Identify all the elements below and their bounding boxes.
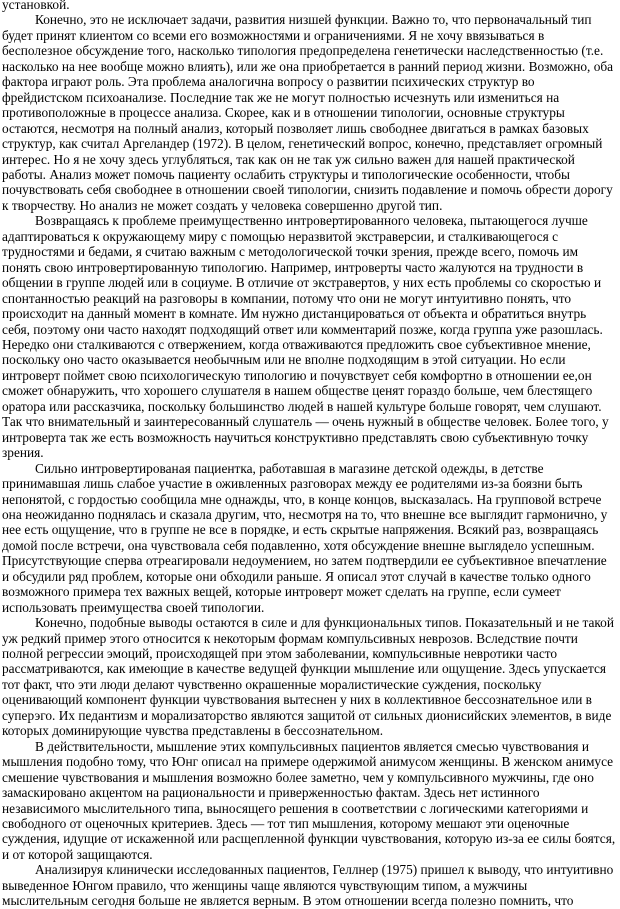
paragraph-2: Конечно, это не исключает задачи, развития низшей функции. Важно то, что первоначальный тип будет принят клиентом со всеми его возможностями и ограничениями. Я не хочу ввязываться в бесполезное обсуждение того, насколько типология предопределена генетически наследственностью (т.е. насколько на нее вообще можно влиять), или же она приобретается в ранний период жизни. Возможно, оба фактора играют роль. Эта проблема аналогична вопросу о развитии психических структур во фрейдистском психоанализе. Последние так же не могут полностью исчезнуть или измениться на противоположные в процессе анализа. Скорее, как и в отношении типологии, основные структуры остаются, несмотря на полный анализ, который позволяет лишь свободнее двигаться в рамках базовых структур, как считал Аргеландер (1972). В целом, генетический вопрос, конечно, представляет огромный интерес. Но я не хочу здесь углубляться, так как он не так уж сильно важен для нашей практической работы. Анализ может помочь пациенту ослабить структуры и типологические особенности, чтобы почувствовать себя свободнее в отношении своей типологии, снизить подавление и помочь обрести дорогу к творчеству. Но анализ не может создать у человека совершенно другой тип. [2, 12, 614, 213]
paragraph-3: Возвращаясь к проблеме преимущественно интровертированного человека, пытающегося лучше адаптироваться к окружающему миру с помощью неразвитой экстраверсии, и сталкивающегося с трудностями и бедами, я считаю важным с методологической точки зрения, прежде всего, помочь им понять свою интровертированную типологию. Например, интроверты часто жалуются на трудности в общении в группе людей или в социуме. В отличие от экстравертов, у них есть проблемы со скоростью и спонтанностью реакций на разговоры в компании, потому что они не могут интуитивно понять, что происходит на данный момент в комнате. Им нужно дистанцироваться от объекта и обратиться внутрь себя, поэтому они часто находят подходящий ответ или комментарий позже, когда группа уже разошлась. Нередко они сталкиваются с отвержением, когда отваживаются предложить свое субъективное мнение, поскольку оно часто оказывается необычным или не вполне подходящим в этой ситуации. Но если интроверт поймет свою психологическую типологию и почувствует себя комфортно в отношении ее,он сможет обнаружить, что хорошего слушателя в нашем обществе ценят гораздо больше, чем блестящего оратора или рассказчика, поскольку большинство людей в нашей культуре больше говорят, чем слушают. Так что внимательный и заинтересованный слушатель — очень нужный в обществе человек. Более того, у интроверта так же есть возможность научиться конструктивно представлять свою субъективную точку зрения. [2, 213, 609, 461]
paragraph-4: Сильно интровертированая пациентка, работавшая в магазине детской одежды, в детстве принимавшая лишь слабое участие в оживленных разговорах между ее родителями из-за боязни быть непонятой, с гордостью сообщила мне однажды, что, в конце концов, высказалась. На групповой встрече она неожиданно поднялась и сказала другим, что, несмотря на то, что внешне все выглядит гармонично, у нее есть ощущение, что в группе не все в порядке, и есть скрытые напряжения. Всякий раз, возвращаясь домой после встречи, она чувствовала себя подавленно, хотя обсуждение внешне выглядело успешным. Присутствующие сперва отреагировали недоумением, но затем подтвердили ее субъективное впечатление и обсудили ряд проблем, которые они обходили раньше. Я описал этот случай в качестве только одного возможного примера тех важных вещей, которые интроверт может сделать на группе, если сумеет использовать преимущества своей типологии. [2, 460, 608, 615]
paragraph-6: В действительности, мышление этих компульсивных пациентов является смесью чувствования и мышления подобно тому, что Юнг описал на примере одержимой анимусом женщины. В женском анимусе смешение чувствования и мышления возможно более заметно, чем у компульсивного мужчины, где оно замаскировано акцентом на рациональности и приверженностью фактам. Здесь нет истинного независимого мыслительного типа, выносящего решения в соответствии с логическими категориями и свободного от оценочных критериев. Здесь — тот тип мышления, которому мешают эти оценочные суждения, идущие от искаженной или расщепленной функции чувствования, которую из-за ее силы боятся, и от которой защищаются. [2, 738, 616, 862]
paragraph-5: Конечно, подобные выводы остаются в силе и для функциональных типов. Показательный и не такой уж редкий пример этого относится к некоторым формам компульсивных неврозов. Вследствие почти полной регрессии эмоций, происходящей при этом заболевании, компульсивные невротики часто рассматриваются, как имеющие в качестве ведущей функции мышление или ощущение. Здесь упускается тот факт, что эти люди делают чувственно окрашенные моралистические суждения, поскольку оценивающий компонент функции чувствования вытеснен у них в коллективное бессознательное или в суперэго. Их педантизм и морализаторство являются защитой от сильных дионисийских элементов, в виде которых доминирующие чувства представлены в бессознательном. [2, 615, 614, 739]
paragraph-7: Анализируя клинически исследованных пациентов, Геллнер (1975) пришел к выводу, что интуитивно выведенное Юнгом правило, что женщины чаще являются чувствующим типом, а мужчины мыслительным сегодня больше не является верным. В этом отношении всегда полезно помнить, что [2, 862, 614, 909]
paragraph-1: установкой. [2, 0, 70, 12]
